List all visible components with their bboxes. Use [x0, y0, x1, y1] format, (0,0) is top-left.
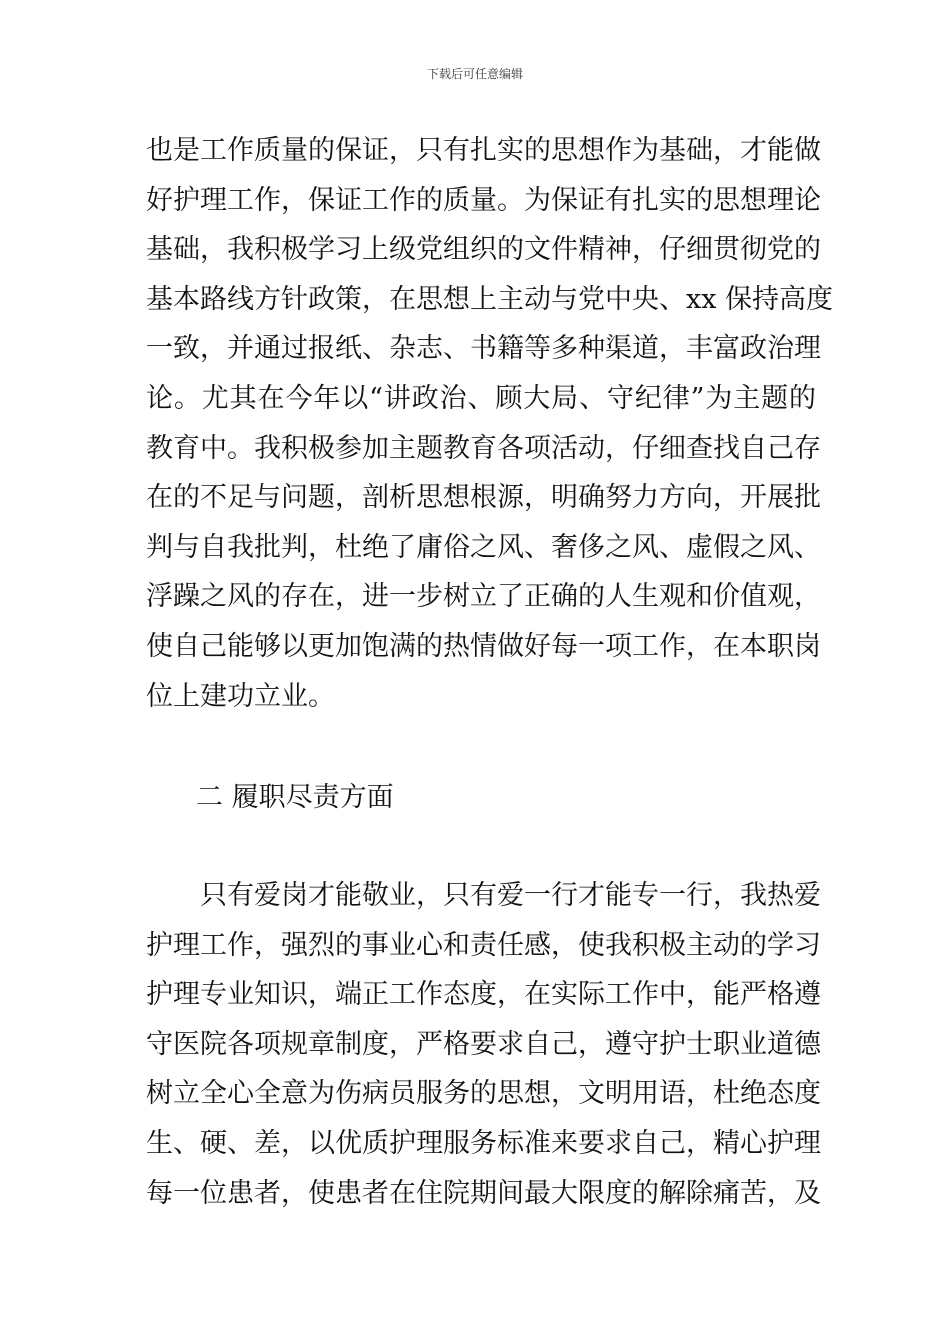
- text-line: 浮躁之风的存在，进一步树立了正确的人生观和价值观，: [146, 581, 821, 613]
- text-line: 基本路线方针政策，在思想上主动与党中央、xx 保持高度: [146, 283, 834, 315]
- text-line: 位上建功立业。: [146, 680, 335, 712]
- text-line: 论。尤其在今年以“讲政治、顾大局、守纪律”为主题的: [146, 382, 816, 414]
- text-line: 也是工作质量的保证，只有扎实的思想作为基础，才能做: [146, 135, 821, 166]
- text-line: 每一位患者，使患者在住院期间最大限度的解除痛苦，及: [146, 1177, 821, 1209]
- text-line: 基础，我积极学习上级党组织的文件精神，仔细贯彻党的: [146, 234, 821, 266]
- text-line: 好护理工作，保证工作的质量。为保证有扎实的思想理论: [146, 184, 821, 216]
- text-line: 教育中。我积极参加主题教育各项活动，仔细查找自己存: [146, 432, 821, 464]
- text-line: 使自己能够以更加饱满的热情做好每一项工作，在本职岗: [146, 630, 821, 662]
- text-line: 生、硬、差，以优质护理服务标准来要求自己，精心护理: [146, 1127, 821, 1159]
- text-line: 一致，并通过报纸、杂志、书籍等多种渠道，丰富政治理: [146, 333, 821, 365]
- text-line: 护理工作，强烈的事业心和责任感，使我积极主动的学习: [146, 929, 821, 961]
- section-heading-duties: 二 履职尽责方面: [196, 782, 394, 813]
- paragraph-duties: [146, 871, 821, 1218]
- paragraph-ideology: [146, 126, 834, 721]
- text-line: 判与自我批判，杜绝了庸俗之风、奢侈之风、虚假之风、: [146, 531, 821, 563]
- text-line: 在的不足与问题，剖析思想根源，明确努力方向，开展批: [146, 482, 821, 514]
- text-line: 树立全心全意为伤病员服务的思想，文明用语，杜绝态度: [146, 1078, 821, 1110]
- text-line: 守医院各项规章制度，严格要求自己，遵守护士职业道德: [146, 1028, 821, 1060]
- page-header-note: 下载后可任意编辑: [426, 67, 523, 81]
- text-line: 护理专业知识，端正工作态度，在实际工作中，能严格遵: [146, 979, 821, 1011]
- text-line: 只有爱岗才能敬业，只有爱一行才能专一行，我热爱: [200, 880, 821, 911]
